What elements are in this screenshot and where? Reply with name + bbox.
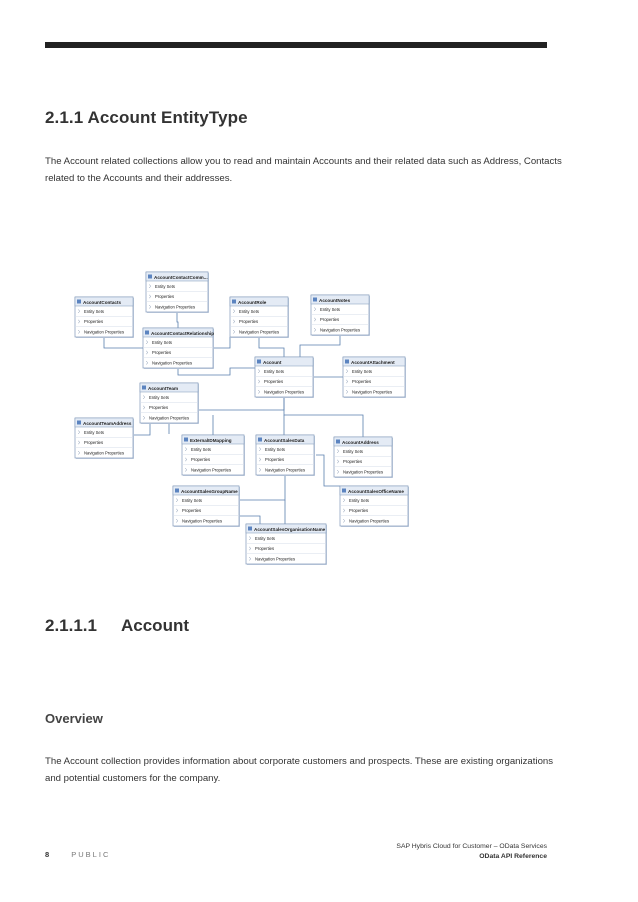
entity-title: AccountContactRelationship — [151, 330, 215, 336]
entity-row-label: Navigation Properties — [155, 304, 196, 310]
entity-title: AccountSalesOfficeName — [348, 488, 404, 494]
entity-row-label: Navigation Properties — [264, 389, 305, 395]
entity-account — [255, 357, 314, 398]
association-line — [213, 337, 230, 348]
entity-row-label: Entity Sets — [191, 446, 212, 452]
entity-row-label: Properties — [255, 546, 275, 552]
entity-accountrole — [230, 297, 289, 338]
entity-accountcontactrelationship — [143, 328, 214, 369]
overview-paragraph: The Account collection provides information about corporate customers and prospects. These are existing organizations and potential customers for the company. — [45, 756, 554, 784]
entity-accountcontactcomm — [146, 272, 209, 313]
entity-row-label: Properties — [320, 317, 340, 323]
entity-row-label: Navigation Properties — [84, 450, 125, 456]
entity-row-label: Properties — [84, 319, 104, 325]
entity-row-label: Entity Sets — [182, 497, 203, 503]
entity-row-label: Navigation Properties — [152, 360, 193, 366]
entity-row-label: Properties — [152, 350, 172, 356]
entity-title: ExternalIDMapping — [190, 437, 232, 443]
entity-title: AccountSalesData — [264, 437, 305, 443]
entity-row-label: Entity Sets — [255, 535, 276, 541]
entity-row-label: Entity Sets — [343, 448, 364, 454]
entity-externalidmapping — [182, 435, 245, 476]
entity-row-label: Entity Sets — [349, 497, 370, 503]
entity-accountattachment — [343, 357, 406, 398]
entity-accountsalesgroupname — [173, 486, 240, 527]
classification-label: PUBLIC — [71, 850, 111, 859]
association-line — [239, 475, 285, 500]
association-line — [259, 337, 284, 357]
entity-row-label: Properties — [155, 294, 175, 300]
page-number: 8 — [45, 850, 50, 859]
entity-row-label: Entity Sets — [264, 368, 285, 374]
entity-row-label: Properties — [265, 457, 285, 463]
entity-row-label: Entity Sets — [239, 308, 260, 314]
entity-row-label: Navigation Properties — [239, 329, 280, 335]
entity-row-label: Properties — [343, 459, 363, 465]
entity-row-label: Navigation Properties — [265, 467, 306, 473]
entity-accountsalesofficename — [340, 486, 409, 527]
entity-title: AccountSalesOrganisationName — [254, 526, 326, 532]
entity-row-label: Entity Sets — [84, 308, 105, 314]
entity-accountnotes — [311, 295, 370, 336]
entity-accountsalesdata — [256, 435, 315, 476]
entity-row-label: Properties — [352, 379, 372, 385]
footer-right — [396, 842, 547, 862]
entity-title: AccountAddress — [342, 439, 379, 445]
association-line — [104, 337, 143, 348]
entity-row-label: Navigation Properties — [320, 327, 361, 333]
entity-row-label: Entity Sets — [320, 306, 341, 312]
entity-accountteamaddress — [75, 418, 134, 459]
entity-row-label: Navigation Properties — [343, 469, 384, 475]
entity-title: AccountTeam — [148, 385, 179, 391]
subsection-number: 2.1.1.1 — [45, 616, 97, 635]
entity-row-label: Properties — [264, 379, 284, 385]
entity-row-label: Navigation Properties — [255, 556, 296, 562]
subsection-title: Account — [121, 616, 189, 635]
overview-heading: Overview — [45, 711, 103, 726]
association-line — [133, 423, 150, 435]
association-line — [177, 312, 178, 328]
entity-title: Account — [263, 359, 282, 365]
entity-row-label: Entity Sets — [149, 394, 170, 400]
entity-title: AccountNotes — [319, 297, 351, 303]
entity-accountcontacts — [75, 297, 134, 338]
section-heading: 2.1.1 Account EntityType — [45, 108, 248, 127]
subsection-heading — [45, 616, 189, 636]
footer-doc-subtitle: OData API Reference — [479, 853, 547, 860]
entity-row-label: Properties — [182, 508, 202, 514]
entity-row-label: Properties — [84, 440, 104, 446]
entity-row-label: Properties — [149, 405, 169, 411]
entity-row-label: Properties — [191, 457, 211, 463]
intro-paragraph: The Account related collections allow you to read and maintain Accounts and their related data such as Address, Contacts related to the Accounts and their addresses. — [45, 156, 562, 184]
entity-accountteam — [140, 383, 199, 424]
entity-row-label: Navigation Properties — [352, 389, 393, 395]
entity-row-label: Navigation Properties — [182, 518, 223, 524]
footer-doc-title: SAP Hybris Cloud for Customer – OData Services — [396, 843, 547, 850]
entity-accountsalesorganisationname — [246, 524, 327, 565]
entity-title: AccountTeamAddress — [83, 420, 132, 426]
entity-title: AccountAttachment — [351, 359, 395, 365]
entity-accountaddress — [334, 437, 393, 478]
entity-row-label: Properties — [349, 508, 369, 514]
entity-row-label: Entity Sets — [265, 446, 286, 452]
association-line — [239, 506, 260, 524]
entity-title: AccountRole — [238, 299, 267, 305]
entity-row-label: Navigation Properties — [84, 329, 125, 335]
entity-row-label: Entity Sets — [155, 283, 176, 289]
entity-row-label: Navigation Properties — [191, 467, 232, 473]
entity-title: AccountContacts — [83, 299, 122, 305]
entity-row-label: Entity Sets — [352, 368, 373, 374]
footer-left — [45, 850, 110, 859]
entity-row-label: Entity Sets — [152, 339, 173, 345]
entity-title: AccountSalesGroupName — [181, 488, 238, 494]
association-line — [178, 368, 255, 375]
entity-row-label: Navigation Properties — [149, 415, 190, 421]
association-line — [300, 335, 340, 357]
entity-row-label: Navigation Properties — [349, 518, 390, 524]
association-line — [284, 397, 363, 437]
entity-row-label: Entity Sets — [84, 429, 105, 435]
entity-row-label: Properties — [239, 319, 259, 325]
entity-title: AccountContactComm... — [154, 274, 208, 280]
